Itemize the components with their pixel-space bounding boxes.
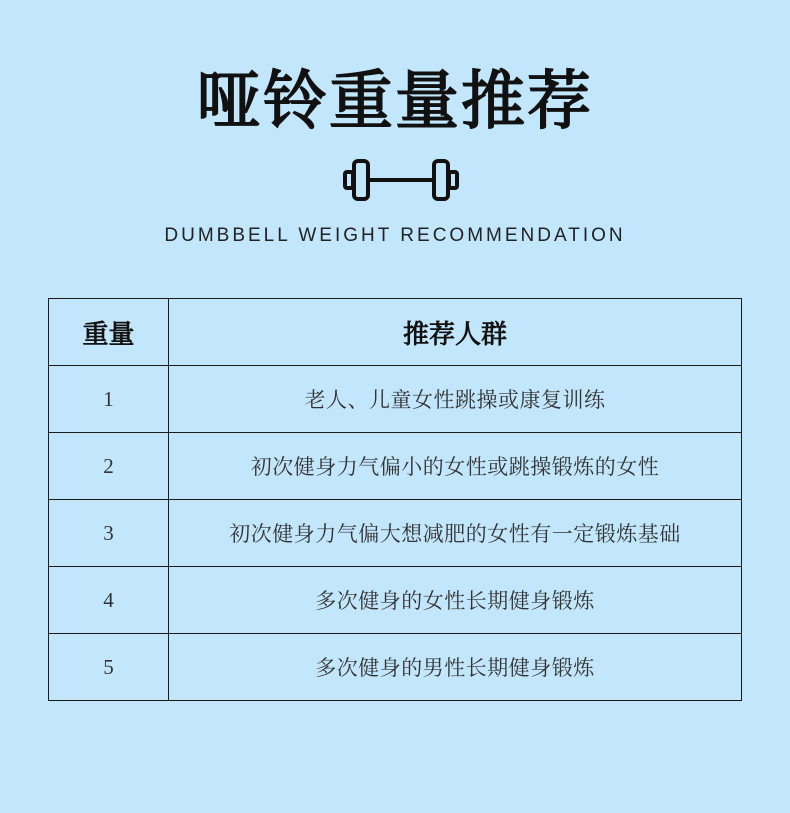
table-row [49, 500, 742, 567]
table-header-row [49, 299, 742, 366]
table-row [49, 634, 742, 701]
weight-value: 5 [49, 634, 169, 701]
table-row [49, 433, 742, 500]
recommended-group: 老人、儿童女性跳操或康复训练 [169, 366, 742, 433]
table-row [49, 567, 742, 634]
weight-value: 1 [49, 366, 169, 433]
page-title: 哑铃重量推荐 [197, 65, 593, 139]
recommended-group: 多次健身的男性长期健身锻炼 [169, 634, 742, 701]
weight-value: 3 [49, 500, 169, 567]
dumbbell-icon [341, 157, 461, 203]
header-recommended-group: 推荐人群 [169, 299, 742, 366]
recommended-group: 初次健身力气偏大想减肥的女性有一定锻炼基础 [169, 500, 742, 567]
weight-value: 2 [49, 433, 169, 500]
recommended-group: 初次健身力气偏小的女性或跳操锻炼的女性 [169, 433, 742, 500]
header-weight: 重量 [49, 299, 169, 366]
page-subtitle: DUMBBELL WEIGHT RECOMMENDATION [164, 225, 626, 246]
recommended-group: 多次健身的女性长期健身锻炼 [169, 567, 742, 634]
weight-value: 4 [49, 567, 169, 634]
weight-recommendation-table [48, 298, 742, 701]
table-row [49, 366, 742, 433]
